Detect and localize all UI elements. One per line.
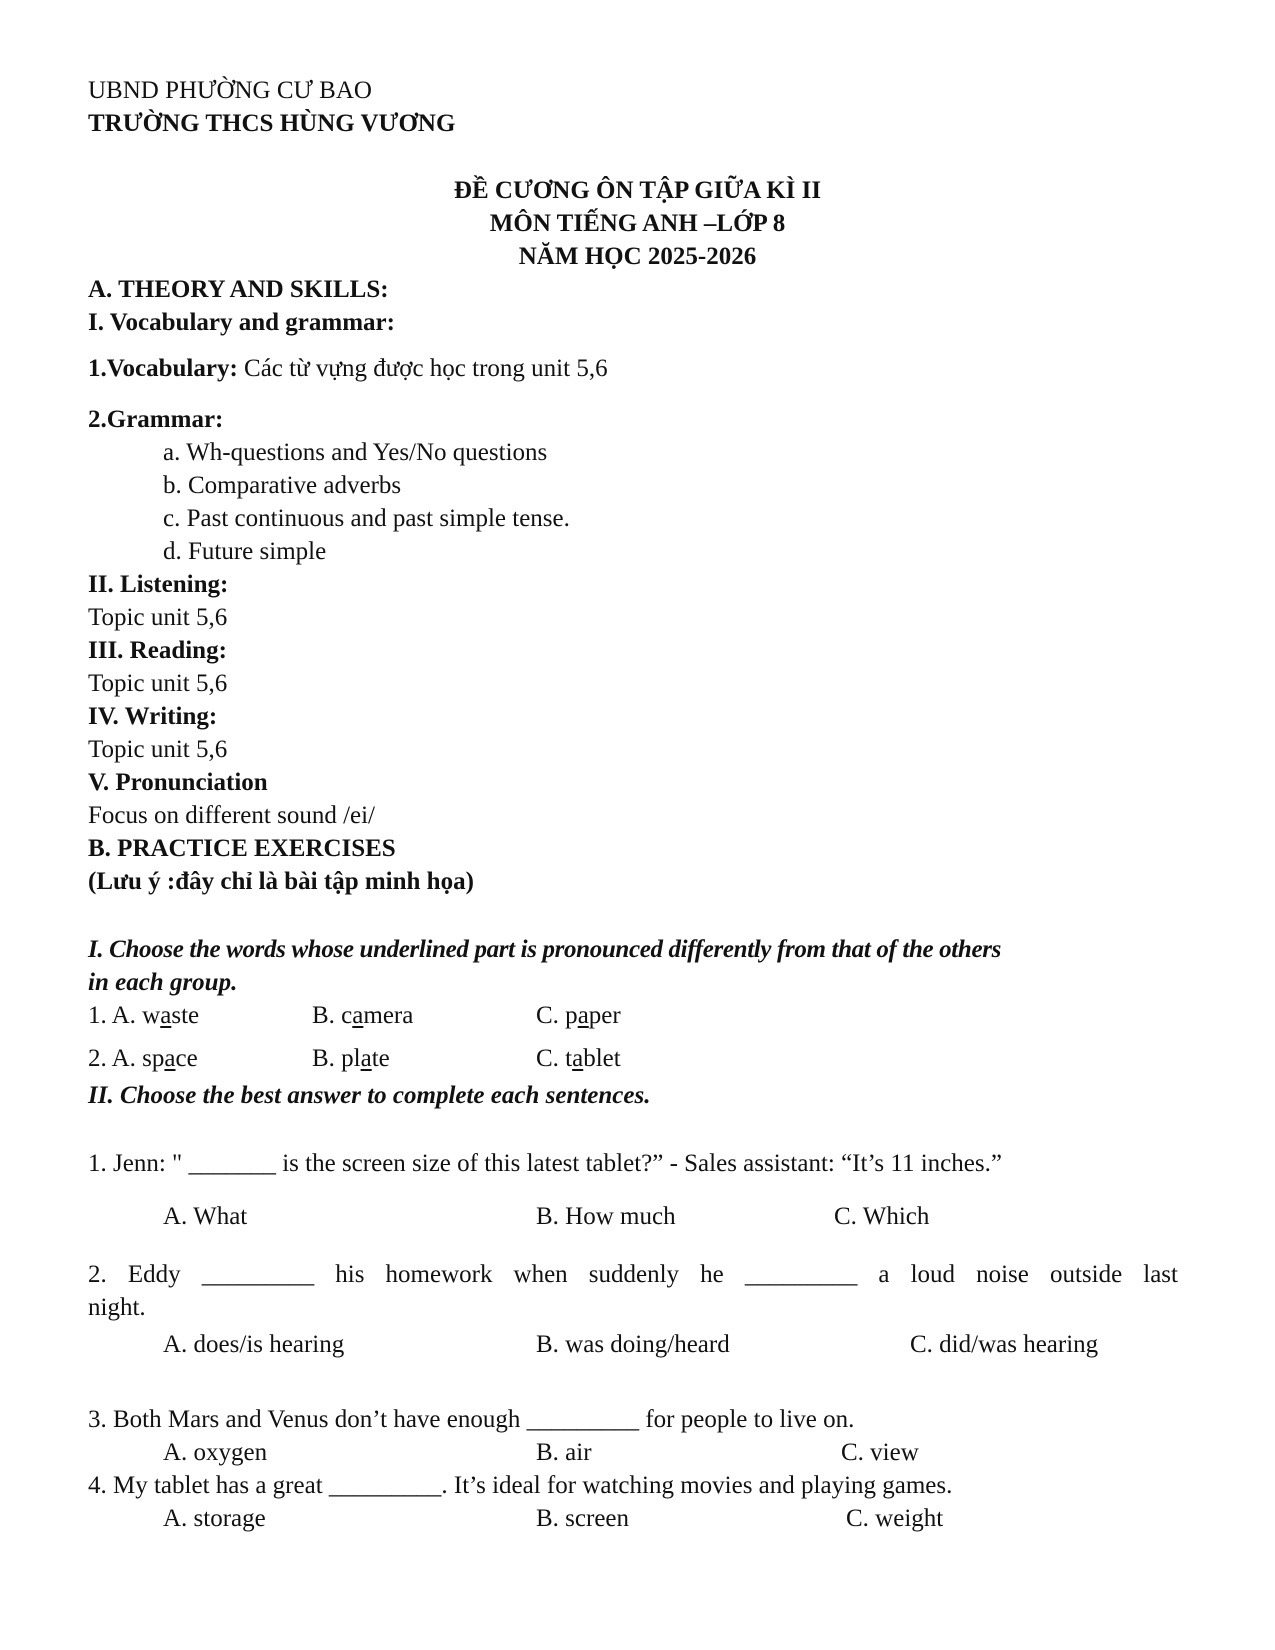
- ex2-q3-option-b: B. air: [536, 1439, 592, 1466]
- ex2-q3-question: 3. Both Mars and Venus don’t have enough _________ for people to live on.: [88, 1406, 855, 1433]
- underlined-letter: a: [160, 1002, 172, 1029]
- ex2-q2-option-b: B. was doing/heard: [536, 1331, 730, 1358]
- ex1-q2-option-c: C. tablet: [536, 1045, 621, 1072]
- underlined-letter: a: [352, 1002, 364, 1029]
- ex2-q2-question: 2. Eddy _________ his homework when suddenly he _________ a loud noise outside last: [88, 1261, 1178, 1288]
- ex2-q4-option-a: A. storage: [163, 1505, 266, 1532]
- underlined-letter: a: [577, 1002, 589, 1029]
- ex1-q2-option-a: 2. A. space: [88, 1045, 198, 1072]
- grammar-label: 2.Grammar:: [88, 406, 224, 433]
- doc-school-year: NĂM HỌC 2025-2026: [518, 243, 757, 270]
- pronunciation-text: Focus on different sound /ei/: [88, 802, 375, 829]
- ex2-q2-question-cont: night.: [88, 1294, 146, 1321]
- doc-subject: MÔN TIẾNG ANH –LỚP 8: [489, 210, 786, 237]
- vocabulary-label: 1.Vocabulary:: [88, 355, 238, 382]
- underlined-letter: a: [360, 1045, 372, 1072]
- ex2-q2-option-a: A. does/is hearing: [163, 1331, 345, 1358]
- exercise-1-instruction: I. Choose the words whose underlined part is pronounced differently from that of the others: [88, 936, 1001, 963]
- pronunciation-heading: V. Pronunciation: [88, 769, 268, 796]
- school-authority: UBND PHƯỜNG CƯ BAO: [88, 77, 372, 104]
- ex2-q4-option-b: B. screen: [536, 1505, 630, 1532]
- ex2-q1-option-a: A. What: [163, 1203, 248, 1230]
- grammar-item: a. Wh-questions and Yes/No questions: [163, 439, 548, 466]
- ex2-q1-option-c: C. Which: [834, 1203, 930, 1230]
- ex2-q4-question: 4. My tablet has a great _________. It’s ideal for watching movies and playing games.: [88, 1472, 953, 1499]
- underlined-letter: a: [572, 1045, 584, 1072]
- ex2-q2-option-c: C. did/was hearing: [910, 1331, 1099, 1358]
- exercise-2-instruction: II. Choose the best answer to complete each sentences.: [88, 1082, 651, 1109]
- ex1-q1-option-a: 1. A. waste: [88, 1002, 200, 1029]
- ex2-q1-option-b: B. How much: [536, 1203, 676, 1230]
- exercise-1-instruction-cont: in each group.: [88, 969, 238, 996]
- grammar-item: b. Comparative adverbs: [163, 472, 402, 499]
- writing-heading: IV. Writing:: [88, 703, 218, 730]
- ex1-q2-option-b: B. plate: [312, 1045, 390, 1072]
- school-name: TRƯỜNG THCS HÙNG VƯƠNG: [88, 110, 456, 137]
- listening-heading: II. Listening:: [88, 571, 229, 598]
- vocabulary-text: Các từ vựng được học trong unit 5,6: [237, 355, 608, 382]
- reading-heading: III. Reading:: [88, 637, 227, 664]
- grammar-item: c. Past continuous and past simple tense.: [163, 505, 570, 532]
- vocab-grammar-heading: I. Vocabulary and grammar:: [88, 309, 395, 336]
- listening-text: Topic unit 5,6: [88, 604, 228, 631]
- reading-text: Topic unit 5,6: [88, 670, 228, 697]
- underlined-letter: a: [164, 1045, 176, 1072]
- ex1-q1-option-b: B. camera: [312, 1002, 414, 1029]
- ex2-q3-option-c: C. view: [841, 1439, 919, 1466]
- vocabulary-line: [88, 356, 608, 381]
- ex1-q1-option-c: C. paper: [536, 1002, 621, 1029]
- section-a-heading: A. THEORY AND SKILLS:: [88, 276, 389, 303]
- doc-title: ĐỀ CƯƠNG ÔN TẬP GIỮA KÌ II: [453, 177, 822, 204]
- writing-text: Topic unit 5,6: [88, 736, 228, 763]
- ex2-q4-option-c: C. weight: [846, 1505, 944, 1532]
- grammar-item: d. Future simple: [163, 538, 327, 565]
- ex2-q3-option-a: A. oxygen: [163, 1439, 268, 1466]
- section-b-heading: B. PRACTICE EXERCISES: [88, 835, 396, 862]
- ex2-q1-question: 1. Jenn: " _______ is the screen size of this latest tablet?” - Sales assistant: “It’s 11 inches.”: [88, 1150, 1002, 1177]
- section-b-note: (Lưu ý :đây chỉ là bài tập minh họa): [88, 868, 474, 895]
